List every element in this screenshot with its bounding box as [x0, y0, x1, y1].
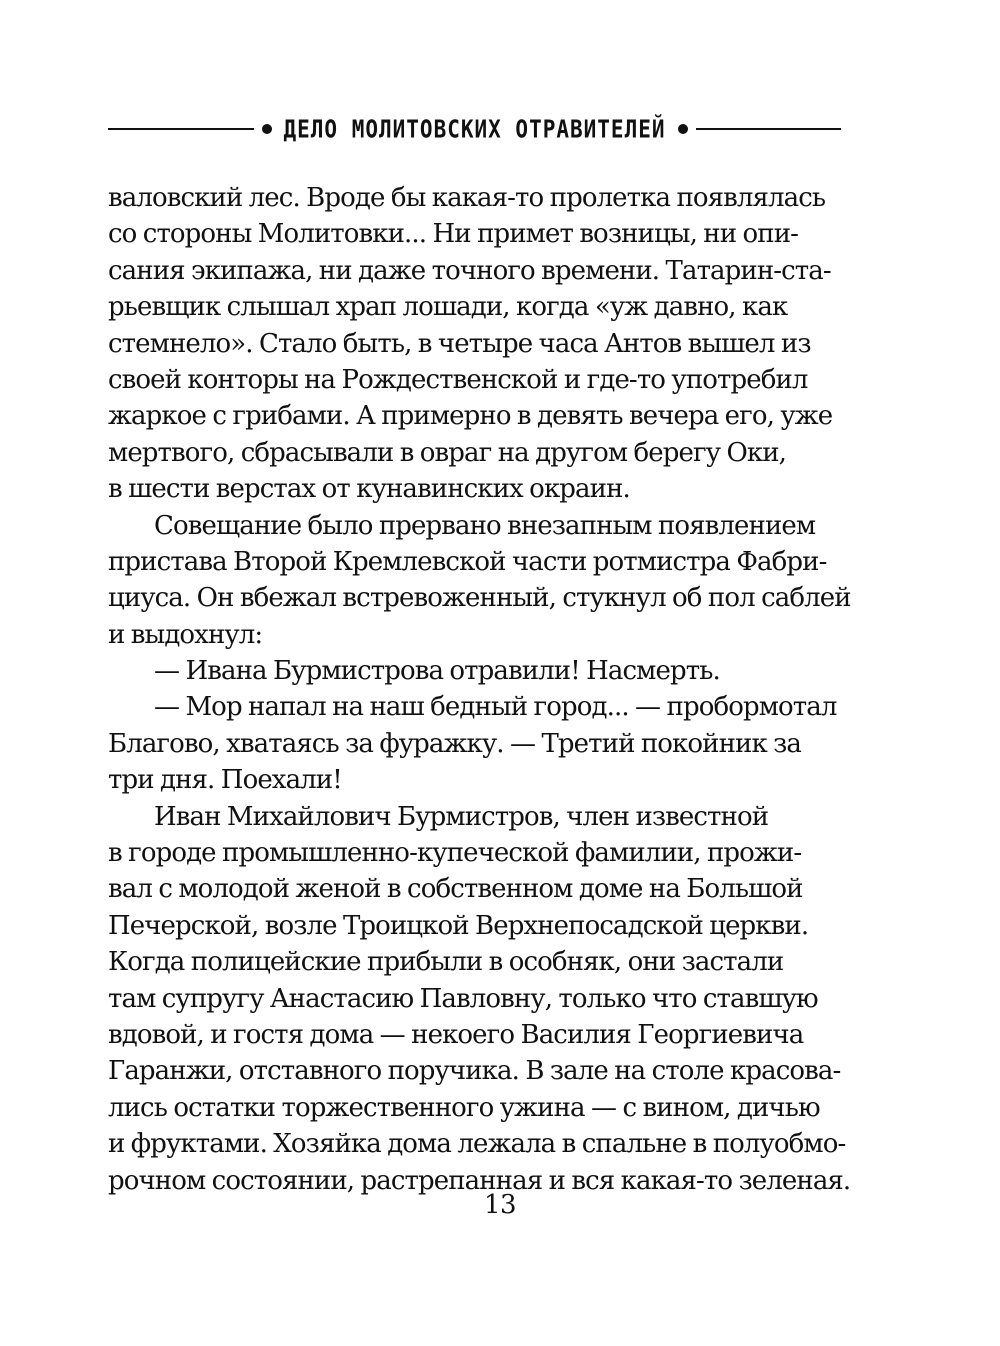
running-head	[108, 112, 841, 146]
text-line: там супругу Анастасию Павловну, только что ставшую	[108, 983, 818, 1014]
text-line: три дня. Поехали!	[108, 765, 342, 796]
text-line: со стороны Молитовки... Ни примет возницы, ни опи-	[108, 219, 799, 250]
text-line: — Ивана Бурмистрова отравили! Насмерть.	[154, 656, 720, 687]
text-line: стемнело». Стало быть, в четыре часа Антов вышел из	[108, 328, 811, 359]
dialogue-line-2	[108, 689, 841, 798]
text-line: — Мор напал на наш бедный город... — пробормотал	[154, 692, 837, 723]
text-line: и выдохнул:	[108, 619, 263, 650]
text-line: сания экипажа, ни даже точного времени. Татарин-ста-	[108, 255, 831, 286]
text-line: вал с молодой женой в собственном доме на Большой	[108, 874, 803, 905]
text-line: Иван Михайлович Бурмистров, член известной	[154, 801, 769, 832]
left-rule	[108, 128, 254, 130]
text-line: вдовой, и гостя дома — некоего Василия Георгиевича	[108, 1019, 804, 1050]
text-line: лись остатки торжественного ужина — с вином, дичью	[108, 1092, 820, 1123]
text-line: Совещание было прервано внезапным появлением	[154, 510, 816, 541]
text-line: Когда полицейские прибыли в особняк, они застали	[108, 947, 784, 978]
text-line: Печерской, возле Троицкой Верхнепосадской церкви.	[108, 910, 809, 941]
body-text	[108, 180, 851, 1199]
paragraph-3	[108, 799, 851, 1199]
right-bullet	[678, 124, 688, 134]
text-line: в шести верстах от кунавинских окраин.	[108, 474, 630, 505]
text-line: в городе промышленно-купеческой фамилии, прожи-	[108, 838, 802, 869]
text-line: и фруктами. Хозяйка дома лежала в спальне в полуобмо-	[108, 1129, 846, 1160]
text-line: Благово, хватаясь за фуражку. — Третий покойник за	[108, 728, 802, 759]
dialogue-line-1	[108, 653, 841, 689]
running-title: ДЕЛО МОЛИТОВСКИХ ОТРАВИТЕЛЕЙ	[283, 114, 666, 144]
text-line: пристава Второй Кремлевской части ротмистра Фабри-	[108, 546, 827, 577]
text-line: валовский лес. Вроде бы какая-то пролетка появлялась	[108, 183, 826, 213]
text-line: циуса. Он вбежал встревоженный, стукнул об пол саблей	[108, 583, 851, 614]
paragraph-1	[108, 180, 841, 508]
text-line: своей конторы на Рождественской и где-то употребил	[108, 364, 808, 395]
text-line: Гаранжи, отставного поручика. В зале на столе красова-	[108, 1056, 841, 1087]
page-number: 13	[483, 1190, 517, 1220]
text-line: мертвого, сбрасывали в овраг на другом берегу Оки,	[108, 437, 787, 468]
left-bullet	[262, 124, 272, 134]
paragraph-2	[108, 508, 851, 654]
text-line: рочном состоянии, растрепанная и вся какая-то зеленая.	[108, 1165, 851, 1196]
right-rule	[696, 128, 842, 130]
text-line: рьевщик слышал храп лошади, когда «уж давно, как	[108, 292, 788, 323]
text-line: жаркое с грибами. А примерно в девять вечера его, уже	[108, 401, 833, 432]
